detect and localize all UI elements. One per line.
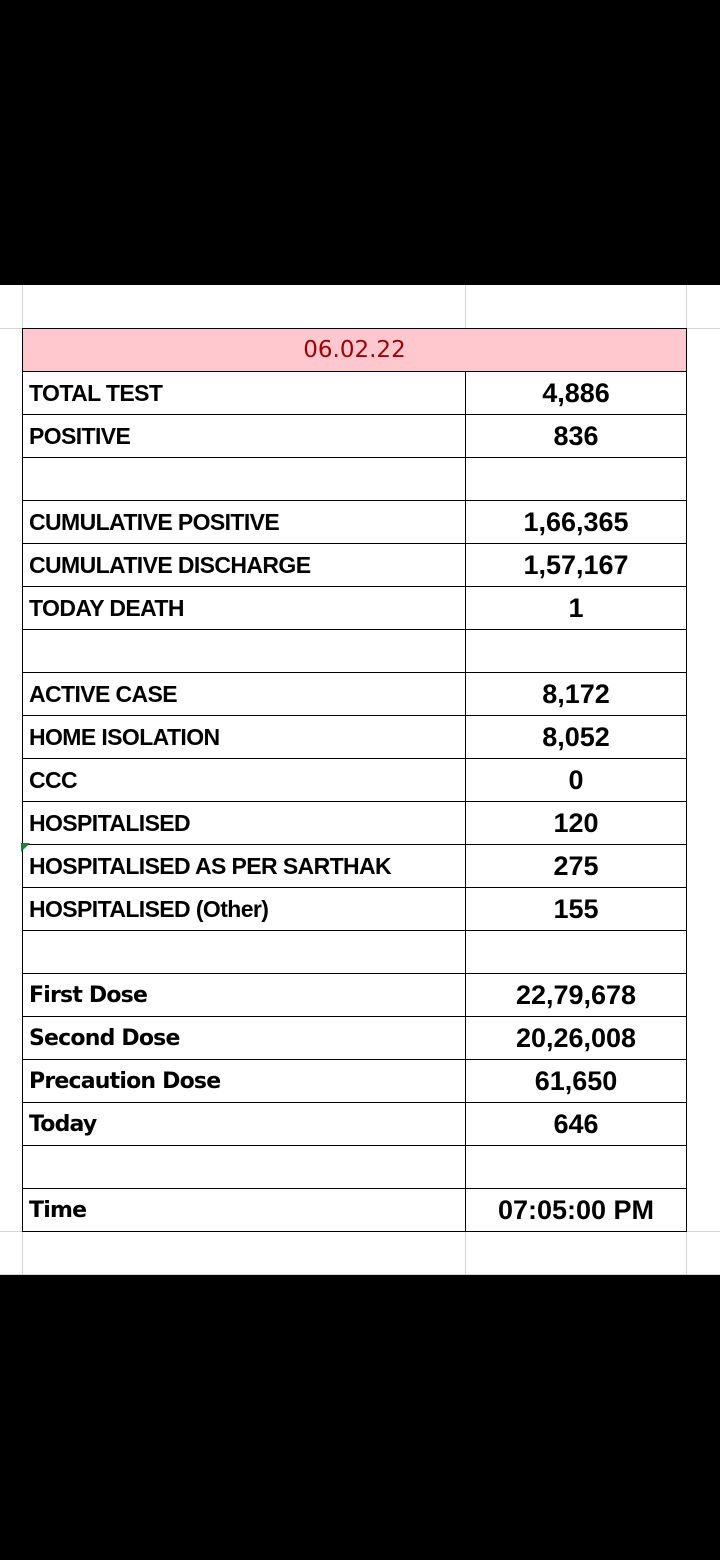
label-cell[interactable]: Precaution Dose — [23, 1060, 466, 1102]
blank-row — [23, 1146, 687, 1189]
table-row — [23, 1060, 687, 1103]
label-cell[interactable]: TOTAL TEST — [23, 372, 466, 414]
table-row — [23, 1103, 687, 1146]
label-cell[interactable]: HOME ISOLATION — [23, 716, 466, 758]
gridline — [0, 1274, 720, 1275]
value-cell[interactable] — [466, 1146, 687, 1188]
label-cell[interactable]: CUMULATIVE DISCHARGE — [23, 544, 466, 586]
table-row — [23, 587, 687, 630]
value-cell[interactable]: 4,886 — [466, 372, 687, 414]
value-cell[interactable] — [466, 630, 687, 672]
value-cell[interactable]: 61,650 — [466, 1060, 687, 1102]
value-cell[interactable]: 1,66,365 — [466, 501, 687, 543]
label-cell[interactable]: HOSPITALISED AS PER SARTHAK — [23, 845, 466, 887]
blank-row — [23, 931, 687, 974]
value-cell[interactable]: 8,052 — [466, 716, 687, 758]
label-cell[interactable] — [23, 931, 466, 973]
value-cell[interactable]: 8,172 — [466, 673, 687, 715]
value-cell[interactable]: 646 — [466, 1103, 687, 1145]
value-cell[interactable]: 20,26,008 — [466, 1017, 687, 1059]
label-cell[interactable] — [23, 630, 466, 672]
value-cell[interactable]: 120 — [466, 802, 687, 844]
value-cell[interactable]: 1,57,167 — [466, 544, 687, 586]
label-cell[interactable]: POSITIVE — [23, 415, 466, 457]
table-row — [23, 759, 687, 802]
blank-row — [23, 630, 687, 673]
cell-comment-indicator-icon — [21, 843, 30, 852]
label-cell[interactable]: Second Dose — [23, 1017, 466, 1059]
value-cell[interactable]: 07:05:00 PM — [466, 1189, 687, 1231]
value-cell[interactable]: 0 — [466, 759, 687, 801]
table-row — [23, 802, 687, 845]
table-row — [23, 501, 687, 544]
value-cell[interactable] — [466, 458, 687, 500]
label-cell[interactable]: CUMULATIVE POSITIVE — [23, 501, 466, 543]
label-cell[interactable]: HOSPITALISED — [23, 802, 466, 844]
table-row — [23, 1017, 687, 1060]
table-row — [23, 974, 687, 1017]
label-cell[interactable]: CCC — [23, 759, 466, 801]
label-cell[interactable]: First Dose — [23, 974, 466, 1016]
label-cell[interactable]: Today — [23, 1103, 466, 1145]
label-cell[interactable]: Time — [23, 1189, 466, 1231]
value-cell[interactable]: 836 — [466, 415, 687, 457]
table-row — [23, 673, 687, 716]
date-header-cell[interactable] — [23, 329, 687, 372]
label-cell[interactable]: HOSPITALISED (Other) — [23, 888, 466, 930]
label-cell[interactable] — [23, 1146, 466, 1188]
spreadsheet — [0, 285, 720, 1275]
blank-row — [23, 458, 687, 501]
table-row — [23, 1189, 687, 1232]
table-row — [23, 415, 687, 458]
table-row — [23, 845, 687, 888]
label-cell[interactable]: ACTIVE CASE — [23, 673, 466, 715]
value-cell[interactable] — [466, 931, 687, 973]
covid-report-table — [22, 328, 687, 1232]
table-row — [23, 544, 687, 587]
value-cell[interactable]: 155 — [466, 888, 687, 930]
value-cell[interactable]: 22,79,678 — [466, 974, 687, 1016]
report-date: 06.02.22 — [303, 337, 406, 363]
value-cell[interactable]: 1 — [466, 587, 687, 629]
table-row — [23, 888, 687, 931]
label-cell[interactable] — [23, 458, 466, 500]
label-cell[interactable]: TODAY DEATH — [23, 587, 466, 629]
table-row — [23, 372, 687, 415]
table-row — [23, 716, 687, 759]
value-cell[interactable]: 275 — [466, 845, 687, 887]
